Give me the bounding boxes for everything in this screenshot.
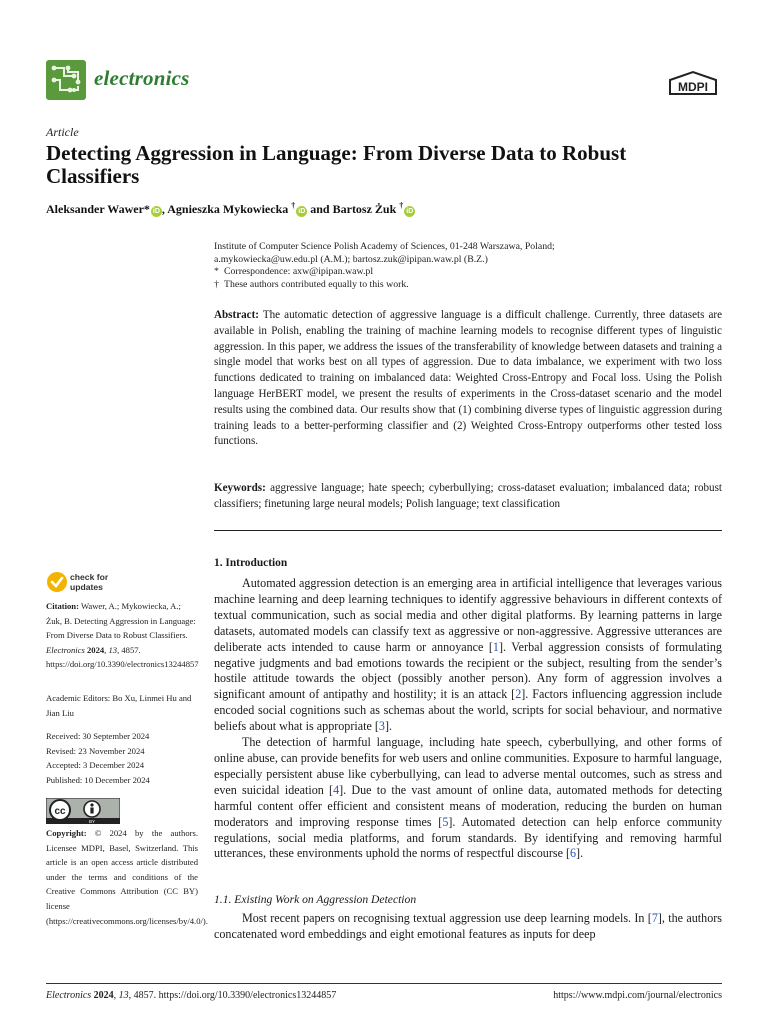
footer-volume: 13 bbox=[118, 990, 129, 1001]
paragraph-text: ]. Verbal aggression consists of formulating negative judgments and bad emotions towards the recipient or the subject, resulting from the sender’s hostile attitude towards the object (possibly another person). Any form of aggression involves a significant amount of antipathy and hostility; it is an attack [ bbox=[214, 639, 722, 702]
publication-dates bbox=[46, 729, 198, 787]
copyright-notice bbox=[46, 826, 208, 928]
citation-journal: Electronics bbox=[46, 644, 85, 655]
footer-journal: Electronics bbox=[46, 990, 92, 1001]
footer-year: 2024 bbox=[93, 990, 114, 1001]
author-mark: † bbox=[399, 201, 404, 210]
affiliation-emails: a.mykowiecka@uw.edu.pl (A.M.); bartosz.zuk@ipipan.waw.pl (B.Z.) bbox=[214, 253, 488, 265]
citation-link[interactable]: 6 bbox=[570, 846, 577, 861]
footer-citation: Electronics 2024, 13, 4857. https://doi.org/10.3390/electronics13244857 bbox=[46, 990, 337, 1001]
author-list bbox=[46, 201, 415, 217]
mdpi-logo-icon bbox=[664, 70, 722, 98]
footer-divider bbox=[46, 983, 722, 984]
paragraph-text: ], the authors concatenated word embeddings and eight emotional features as inputs for deep bbox=[214, 911, 722, 941]
check-updates-icon[interactable] bbox=[46, 571, 68, 593]
equal-contribution-note bbox=[214, 279, 724, 292]
academic-editors: Academic Editors: Bo Xu, Linmei Hu and Jian Liu bbox=[46, 693, 192, 718]
svg-text:BY: BY bbox=[88, 819, 96, 824]
footer-doi[interactable]: , 4857. https://doi.org/10.3390/electronics13244857 bbox=[128, 990, 337, 1001]
author-separator: , bbox=[161, 202, 168, 216]
section-heading: 1. Introduction bbox=[214, 557, 288, 569]
date-received: Received: 30 September 2024 bbox=[46, 731, 150, 741]
citation-link[interactable]: 1 bbox=[492, 639, 499, 654]
paragraph-text: Automated aggression detection is an emerging area in artificial intelligence that leverages various machine learning and deep learning techniques to identify aggressive behaviours in different contexts of textual communication, such as social media and other digital platforms. By learning patterns in large datasets, automated models can classify text as aggressive or non-aggressive. Aggressive utterances are deliberate acts intended to cause harm or annoyance [ bbox=[214, 576, 722, 654]
paper-title: Detecting Aggression in Language: From Diverse Data to Robust Classifiers bbox=[46, 141, 627, 188]
author-name: Agnieszka Mykowiecka bbox=[167, 202, 289, 216]
paragraph-text: ]. Due to the vast amount of online data, automated methods for detecting harmful content offer efficient and consistent means of moderation, reducing the burden on human moderators and improving response times [ bbox=[214, 782, 722, 829]
correspondence-mark: * bbox=[214, 266, 219, 277]
keywords bbox=[214, 481, 722, 513]
citation-link[interactable]: 3 bbox=[378, 719, 385, 734]
orcid-icon[interactable]: iD bbox=[298, 208, 306, 215]
author-mark: * bbox=[143, 202, 150, 216]
equal-contribution-text: These authors contributed equally to this work. bbox=[224, 278, 409, 290]
paragraph-text: ]. bbox=[576, 846, 584, 861]
correspondence-note bbox=[214, 266, 724, 279]
citation-link[interactable]: 4 bbox=[333, 782, 340, 797]
citation-year: 2024 bbox=[86, 644, 105, 655]
paragraph-text: ]. Automated detection can help enforce community regulations, social media platforms, and forum standards. By identifying and removing harmful utterances, these environments uphold the norms of respectful discourse [ bbox=[214, 814, 722, 861]
abstract bbox=[214, 308, 722, 450]
citation-label: Citation: bbox=[46, 601, 79, 611]
journal-logo-icon bbox=[46, 60, 86, 100]
paragraph-text: The detection of harmful language, including hate speech, cyberbullying, and other forms of online abuse, can provide benefits for web users and online communities. Exposure to harmful language, especially persistent abuse like cyberbullying, can lead to adverse mental outcomes, such as stress and even suicidal ideation [ bbox=[214, 735, 722, 797]
author-separator: and bbox=[307, 202, 333, 216]
citation-link[interactable]: 7 bbox=[651, 911, 658, 925]
keywords-text: aggressive language; hate speech; cyberbullying; cross-dataset evaluation; imbalanced data; robust classifiers; finetuning large neural models; Polish language; text classification bbox=[214, 482, 723, 510]
introduction-body bbox=[214, 576, 722, 862]
paragraph bbox=[214, 576, 722, 735]
copyright-text: © 2024 by the authors. Licensee MDPI, Basel, Switzerland. This article is an open access article distributed under the terms and conditions of the Creative Commons Attribution (CC BY) license (https://creativecommons.org/licenses/by/4.0/). bbox=[46, 828, 208, 926]
date-published: Published: 10 December 2024 bbox=[46, 774, 150, 785]
article-type: Article bbox=[46, 125, 79, 139]
copyright-label: Copyright: bbox=[46, 828, 87, 838]
abstract-label: Abstract: bbox=[214, 309, 259, 321]
paragraph bbox=[214, 911, 722, 943]
orcid-icon[interactable]: iD bbox=[406, 208, 414, 215]
paragraph-text: ]. Factors influencing aggression include encoded social cognitions such as schemas about the world, scripts for social behaviour, and normative beliefs about what is appropriate [ bbox=[214, 687, 722, 734]
citation-text: Wawer, A.; Mykowiecka, A.; Żuk, B. Detecting Aggression in Language: From Diverse Data to Robust Classifiers. bbox=[46, 601, 196, 641]
affiliation-block bbox=[214, 241, 724, 291]
svg-text:cc: cc bbox=[54, 806, 66, 817]
section-divider bbox=[214, 530, 722, 531]
citation-link[interactable]: 2 bbox=[515, 687, 522, 702]
citation-link[interactable]: 5 bbox=[442, 814, 449, 829]
author-name: Bartosz Żuk bbox=[332, 202, 397, 216]
orcid-icon[interactable]: iD bbox=[152, 208, 160, 215]
author-mark: † bbox=[291, 201, 296, 210]
paragraph bbox=[214, 735, 722, 862]
footer-journal-url[interactable]: https://www.mdpi.com/journal/electronics bbox=[553, 990, 722, 1001]
paragraph-text: ]. bbox=[384, 719, 392, 734]
paragraph-text: Most recent papers on recognising textual aggression use deep learning models. In [ bbox=[242, 911, 652, 925]
correspondence-text: Correspondence: axw@ipipan.waw.pl bbox=[224, 266, 374, 277]
citation-volume: 13 bbox=[108, 644, 118, 655]
date-revised: Revised: 23 November 2024 bbox=[46, 745, 145, 756]
keywords-label: Keywords: bbox=[214, 482, 266, 494]
author-name: Aleksander Wawer bbox=[46, 202, 144, 216]
subsection-heading: 1.1. Existing Work on Aggression Detection bbox=[214, 893, 417, 906]
abstract-text: The automatic detection of aggressive language is a difficult challenge. Currently, three datasets are available in Polish, enabling the training of machine learning models to recognise different types of linguistic aggression. In this paper, we address the issues of the transferability of knowledge between datasets and training a single model that works best on all types of aggression. Due to data imbalance, we experiment with two loss functions dedicated to training on imbalanced data: Weighted Cross-Entropy and Focal loss. Using the Polish language HerBERT model, we present the results of experiments in the Cross-dataset scenario and the model results using the combined data. Our results show that (1) combining diverse types of linguistic aggression during training leads to a better-performing classifier and (2) Weighted Cross-Entropy outperforms other tested loss functions. bbox=[214, 309, 723, 448]
date-accepted: Accepted: 3 December 2024 bbox=[46, 760, 145, 771]
affiliation-line: Institute of Computer Science Polish Academy of Sciences, 01-248 Warszawa, Poland; bbox=[214, 241, 555, 252]
citation-doi[interactable]: , 4857. https://doi.org/10.3390/electronics13244857 bbox=[46, 644, 199, 670]
equal-contribution-mark: † bbox=[214, 278, 219, 290]
citation-block: Citation: Wawer, A.; Mykowiecka, A.; Żuk, B. Detecting Aggression in Language: From Diverse Data to Robust Classifiers. Electronics 2024, 13, 4857. https://doi.org/10.3390/electronics13244857 bbox=[46, 601, 199, 670]
svg-text:MDPI: MDPI bbox=[678, 80, 708, 94]
cc-by-license-icon[interactable] bbox=[46, 798, 120, 824]
check-updates-label[interactable]: check for updates bbox=[70, 572, 109, 592]
journal-name: electronics bbox=[94, 66, 190, 90]
